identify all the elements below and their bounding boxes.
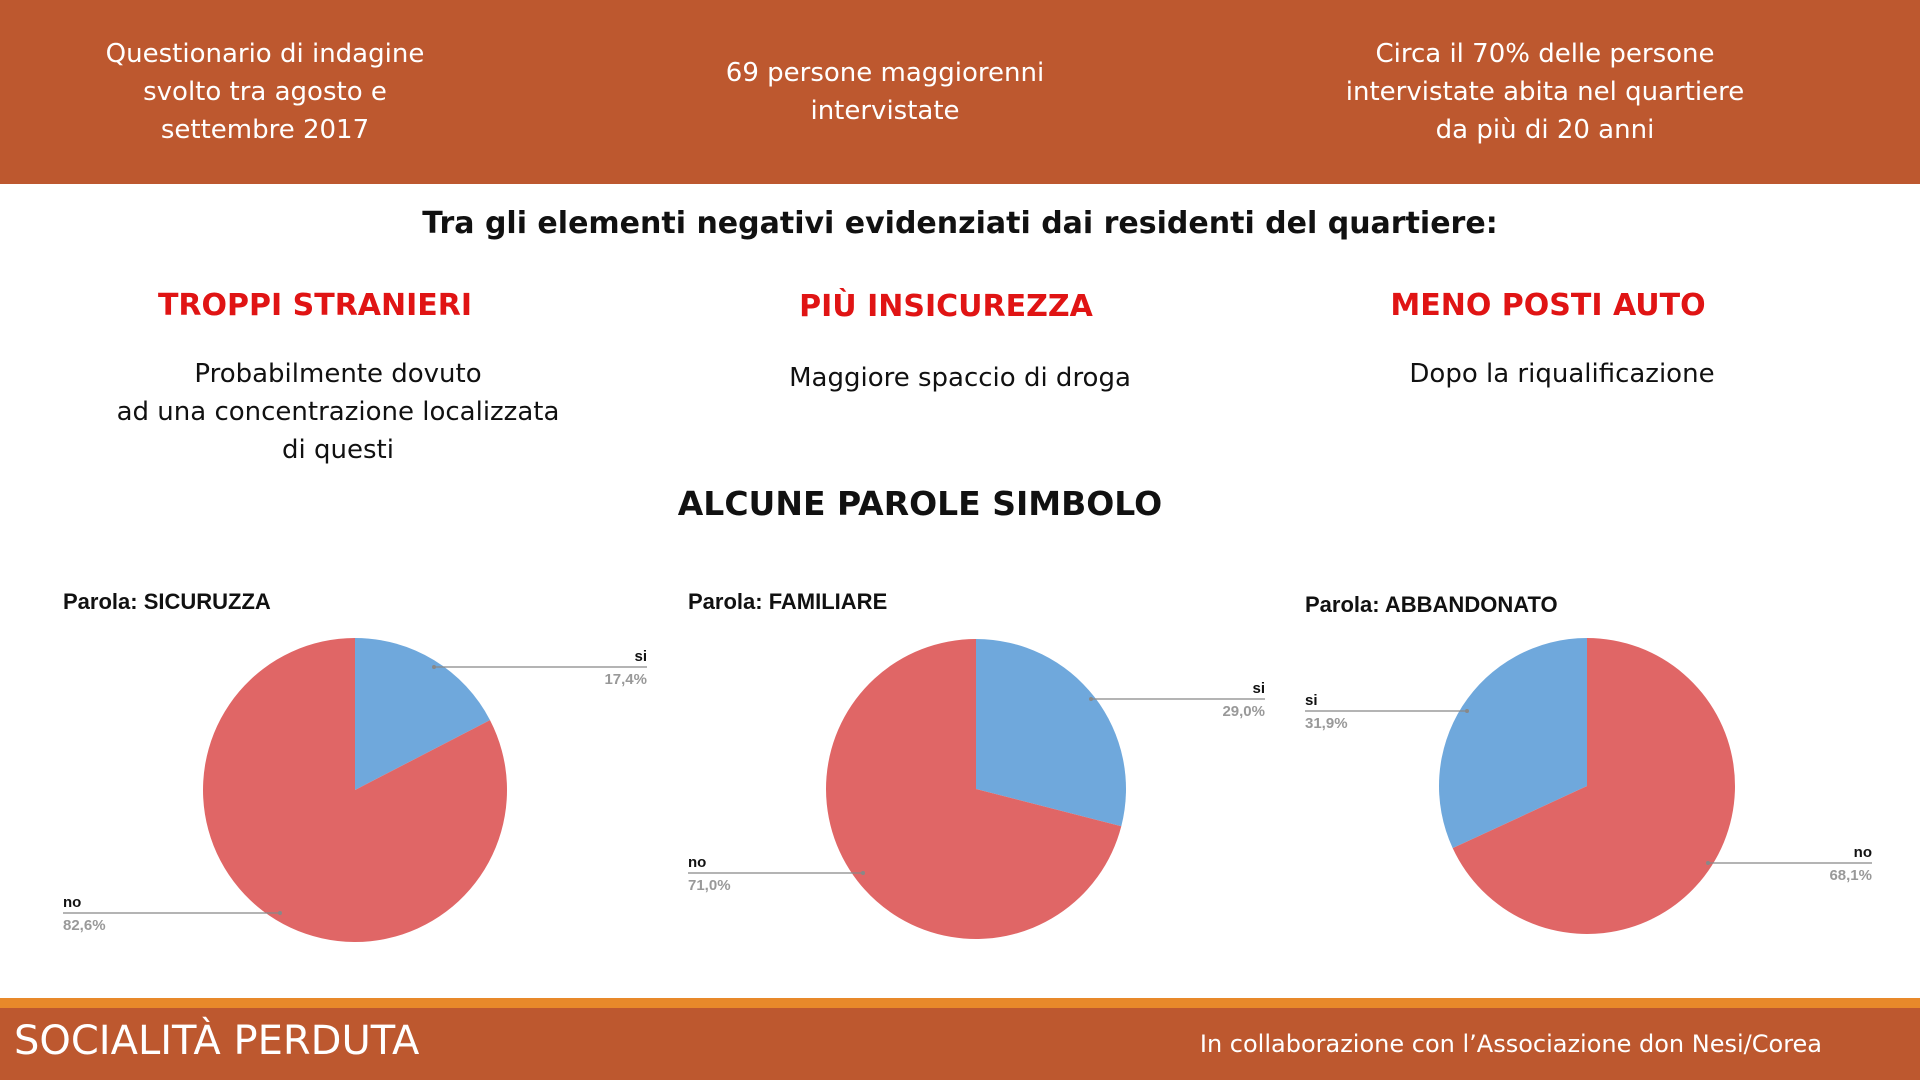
pie-chart-abbandonato <box>1302 585 1902 970</box>
slice-value-si: 17,4% <box>604 671 647 688</box>
chart-title: Parola: ABBANDONATO <box>1305 592 1558 617</box>
leader-dot-no <box>861 871 865 875</box>
negative-text-stranieri: Probabilmente dovuto ad una concentrazione localizzata di questi <box>116 359 560 465</box>
pie-svg <box>1302 585 1902 965</box>
negative-text-posti-auto: Dopo la riqualificazione <box>1409 359 1715 389</box>
slice-value-no: 68,1% <box>1829 867 1872 884</box>
pie-chart-sicurezza <box>60 585 660 970</box>
slice-value-no: 82,6% <box>63 917 106 934</box>
section-title: ALCUNE PAROLE SIMBOLO <box>677 484 1163 523</box>
slice-label-si: si <box>1305 692 1318 709</box>
collaboration-text: In collaborazione con l’Associazione don Nesi/Corea <box>1199 1030 1822 1058</box>
header-info-participants: 69 persone maggiorenni intervistate <box>725 58 1045 126</box>
pie-svg <box>60 585 660 965</box>
slice-value-no: 71,0% <box>688 877 731 894</box>
leader-dot-si <box>432 665 436 669</box>
brand-title: SOCIALITÀ PERDUTA <box>14 1018 420 1064</box>
negatives-heading: Tra gli elementi negativi evidenziati dai residenti del quartiere: <box>422 206 1498 241</box>
header-info-residence: Circa il 70% delle persone intervistate abita nel quartiere da più di 20 anni <box>1345 39 1745 145</box>
slice-label-no: no <box>688 854 707 871</box>
slice-label-si: si <box>634 648 647 665</box>
slice-label-no: no <box>63 894 82 911</box>
negative-title-stranieri: TROPPI STRANIERI <box>157 288 473 323</box>
chart-title: Parola: FAMILIARE <box>688 589 888 614</box>
leader-dot-si <box>1465 709 1469 713</box>
pie-chart-familiare <box>685 585 1285 970</box>
slice-value-si: 29,0% <box>1222 703 1265 720</box>
footer-accent-line <box>0 998 1920 1008</box>
slice-label-si: si <box>1252 680 1265 697</box>
negative-text-insicurezza: Maggiore spaccio di droga <box>789 363 1131 393</box>
leader-dot-si <box>1089 697 1093 701</box>
header-info-survey-period: Questionario di indagine svolto tra agosto e settembre 2017 <box>105 39 425 145</box>
chart-title: Parola: SICURUZZA <box>63 589 271 614</box>
leader-dot-no <box>1706 861 1710 865</box>
slice-label-no: no <box>1853 844 1872 861</box>
slice-value-si: 31,9% <box>1305 715 1348 732</box>
pie-svg <box>685 585 1285 965</box>
leader-dot-no <box>278 911 282 915</box>
negative-title-posti-auto: MENO POSTI AUTO <box>1390 288 1706 323</box>
negative-title-insicurezza: PIÙ INSICUREZZA <box>799 289 1093 324</box>
